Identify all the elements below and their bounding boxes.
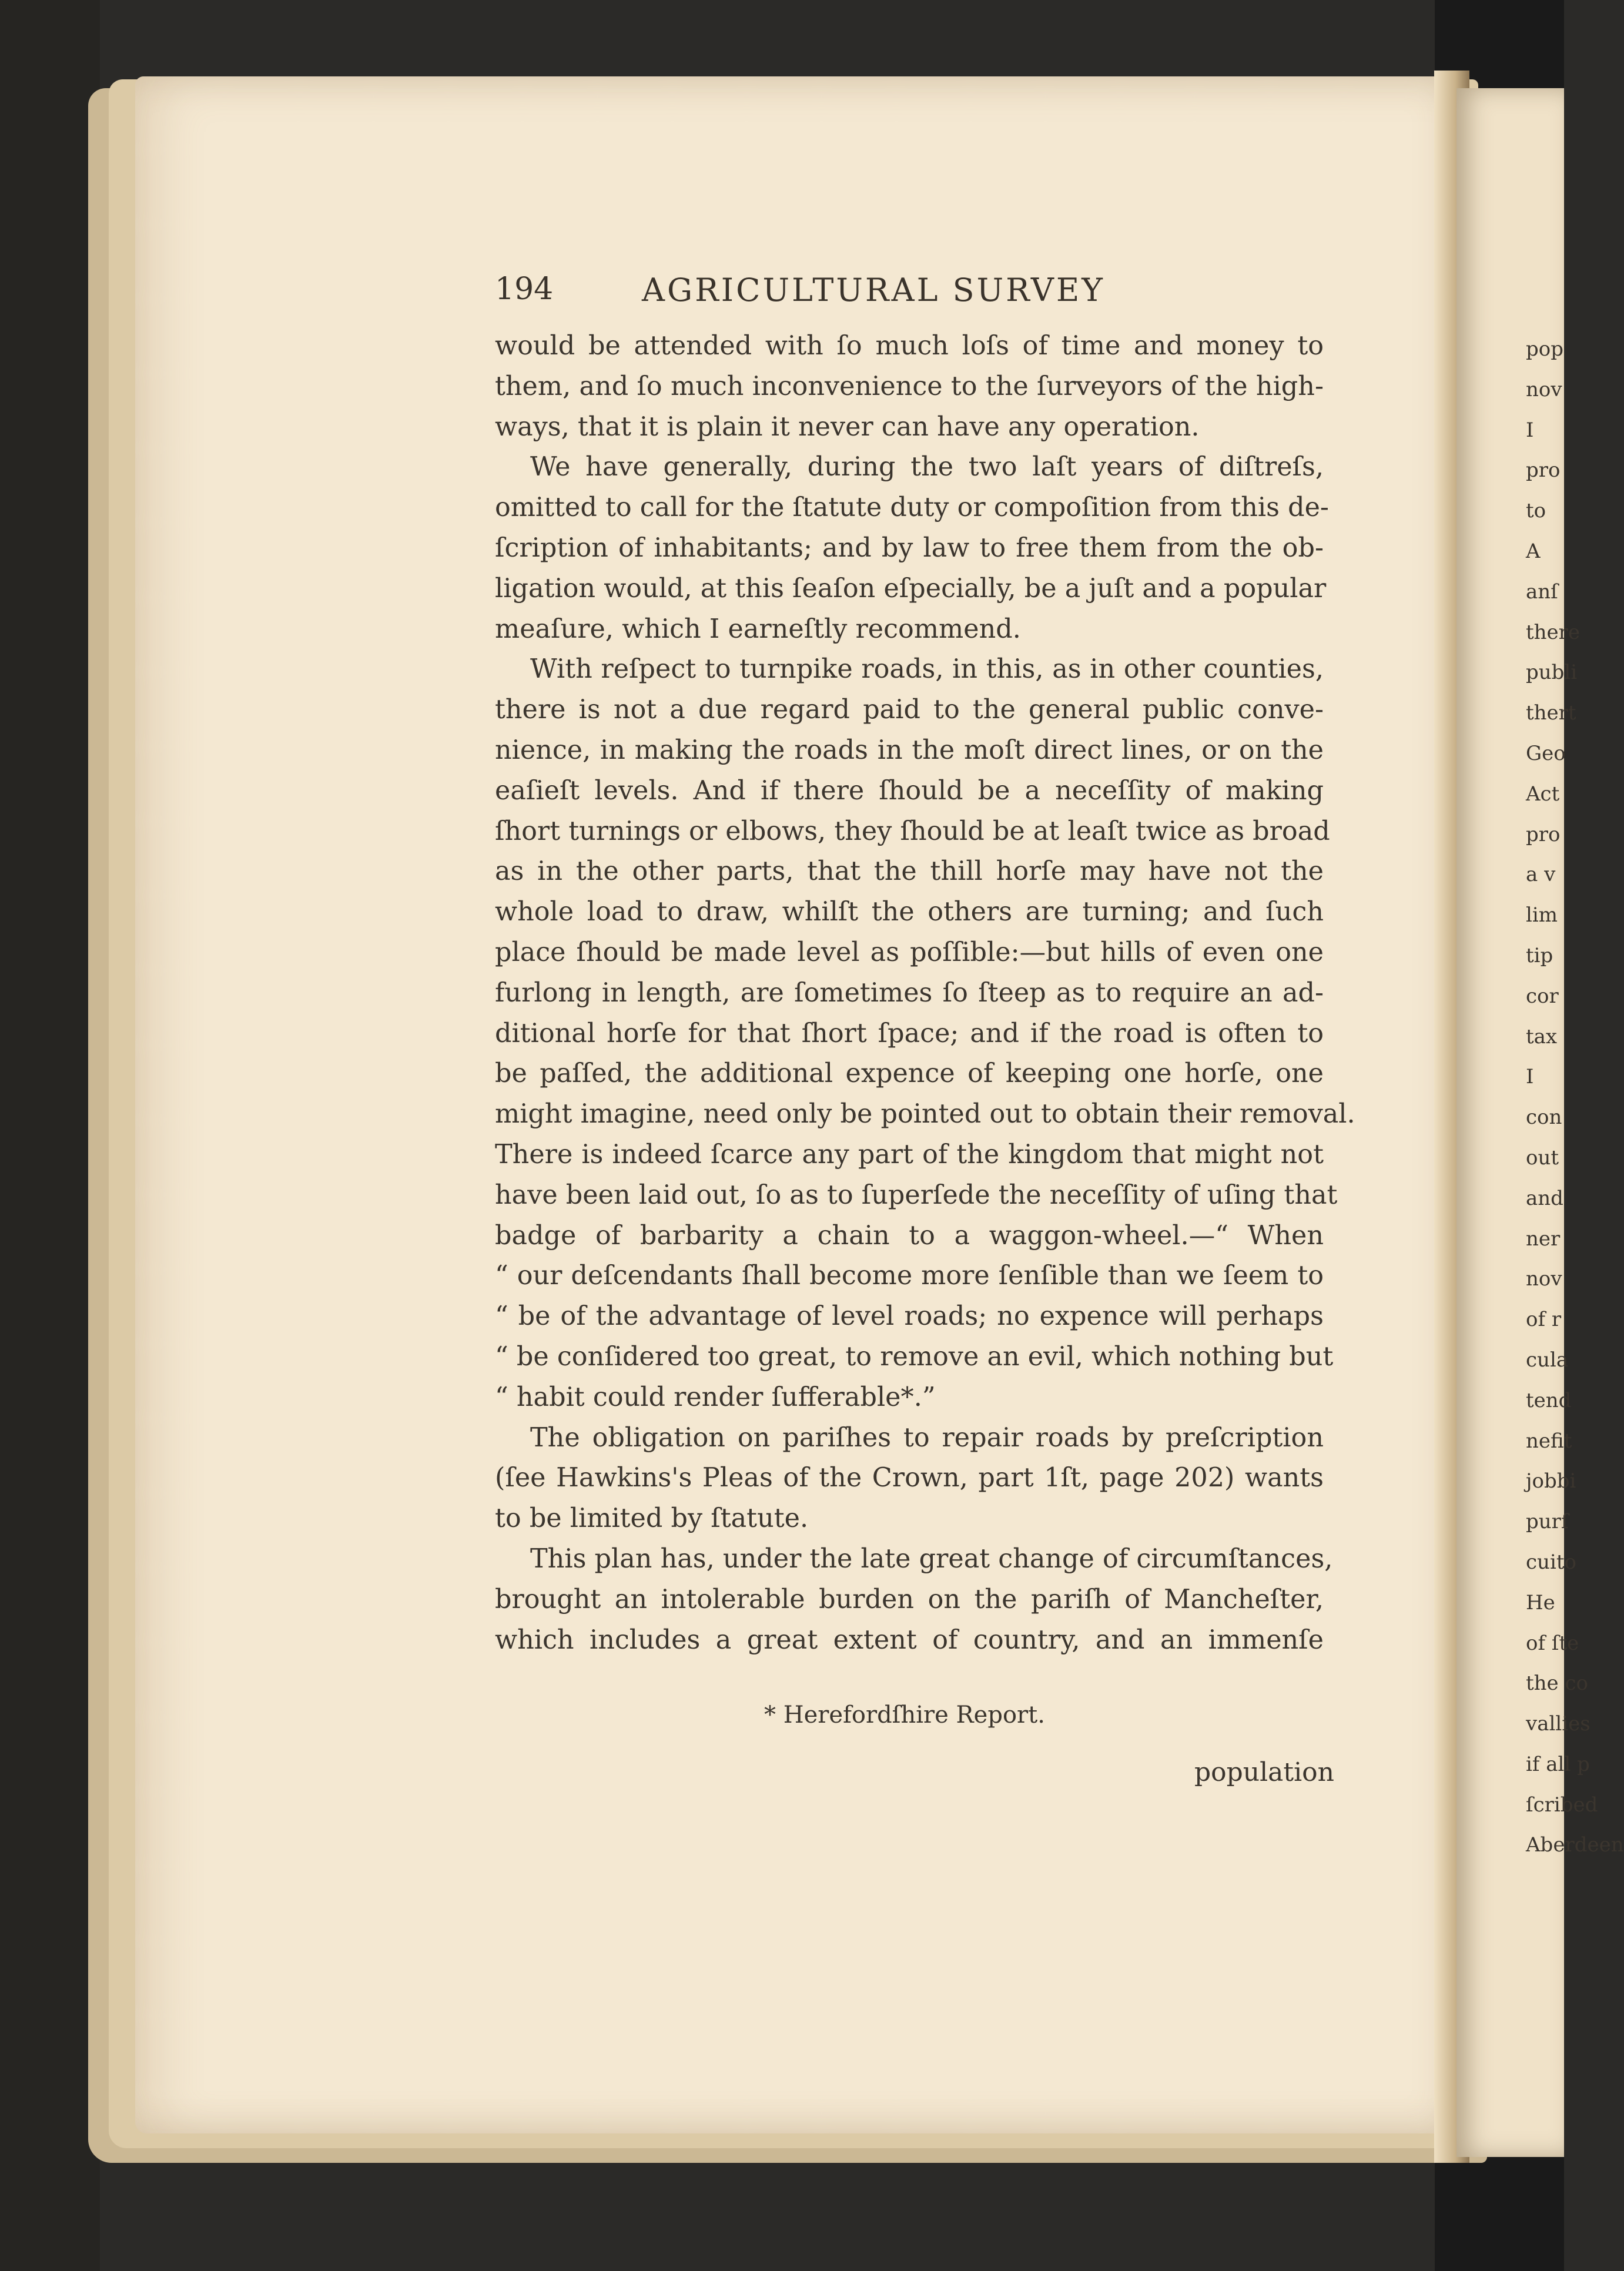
text-line: “ habit could render ſufferable*.” bbox=[495, 1382, 936, 1412]
page-number: 194 bbox=[495, 272, 554, 307]
text-line: ligation would, at this ſeaſon eſpecially, be a juſt and a popular bbox=[495, 573, 1327, 604]
text-line: furlong in length, are ſometimes ſo ſteep as to require an ad- bbox=[495, 977, 1324, 1008]
facing-page-fragment: Aberdeen bbox=[1526, 1833, 1624, 1857]
text-line: There is indeed ſcarce any part of the kingdom that might not bbox=[495, 1139, 1324, 1170]
facing-page-fragment: lim bbox=[1526, 903, 1558, 927]
facing-page-fragment: pro bbox=[1526, 458, 1561, 483]
text-line: The obligation on pariſhes to repair roads by preſcription bbox=[530, 1422, 1324, 1453]
text-line: “ be conſidered too great, to remove an evil, which nothing but bbox=[495, 1341, 1334, 1372]
facing-page-fragment: there bbox=[1526, 620, 1581, 644]
facing-page-fragment: Geo bbox=[1526, 741, 1566, 765]
text-line: them, and ſo much inconvenience to the ſurveyors of the high- bbox=[495, 371, 1324, 401]
facing-page-fragment: cula bbox=[1526, 1348, 1569, 1372]
text-line: eaſieſt levels. And if there ſhould be a neceſſity of making bbox=[495, 775, 1324, 806]
facing-page-fragment: if all p bbox=[1526, 1752, 1590, 1776]
running-title: AGRICULTURAL SURVEY bbox=[642, 272, 1105, 309]
facing-page-fragment: A bbox=[1526, 539, 1541, 563]
text-line: ditional horſe for that ſhort ſpace; and if the road is often to bbox=[495, 1018, 1324, 1049]
facing-page-fragment: anſ bbox=[1526, 580, 1558, 604]
facing-page-fragment: and bbox=[1526, 1186, 1563, 1210]
text-line: to be limited by ſtatute. bbox=[495, 1503, 809, 1534]
text-line: whole load to draw, whilſt the others are turning; and ſuch bbox=[495, 897, 1324, 927]
facing-page-fragments bbox=[1526, 329, 1624, 1865]
text-line: brought an intolerable burden on the pariſh of Mancheſter, bbox=[495, 1584, 1324, 1615]
facing-page-fragment: tend bbox=[1526, 1388, 1572, 1412]
facing-page-fragment: vallies bbox=[1526, 1712, 1590, 1736]
text-line: With reſpect to turnpike roads, in this, as in other counties, bbox=[530, 654, 1324, 685]
text-line: there is not a due regard paid to the general public conve- bbox=[495, 695, 1324, 725]
text-line: “ be of the advantage of level roads; no expence will perhaps bbox=[495, 1301, 1324, 1332]
facing-page-fragment: tip bbox=[1526, 943, 1553, 967]
text-line: as in the other parts, that the thill horſe may have not the bbox=[495, 856, 1324, 887]
facing-page-fragment: He bbox=[1526, 1590, 1555, 1615]
facing-page-fragment: I bbox=[1526, 418, 1534, 442]
facing-page-fragment: publi bbox=[1526, 661, 1578, 685]
catchword: population bbox=[1194, 1757, 1334, 1787]
facing-page-fragment: ſcribed bbox=[1526, 1793, 1598, 1817]
facing-page-fragment: a v bbox=[1526, 863, 1556, 887]
facing-page-fragment: ner bbox=[1526, 1227, 1561, 1251]
facing-page-fragment: I bbox=[1526, 1065, 1534, 1089]
text-line: ſcription of inhabitants; and by law to free them from the ob- bbox=[495, 532, 1324, 563]
text-line: omitted to call for the ſtatute duty or compoſition from this de- bbox=[495, 493, 1329, 523]
text-line: be paſſed, the additional expence of keeping one horſe, one bbox=[495, 1059, 1324, 1089]
facing-page-fragment: thert bbox=[1526, 701, 1576, 725]
text-line: might imagine, need only be pointed out to obtain their removal. bbox=[495, 1099, 1355, 1130]
text-line: ways, that it is plain it never can have any operation. bbox=[495, 411, 1200, 442]
facing-page-fragment: purſ bbox=[1526, 1510, 1569, 1534]
text-line: badge of barbarity a chain to a waggon-wheel.—“ When bbox=[495, 1220, 1324, 1251]
facing-page-fragment: the co bbox=[1526, 1672, 1589, 1696]
facing-page-fragment: nov bbox=[1526, 377, 1562, 401]
facing-page-fragment: pop bbox=[1526, 337, 1563, 361]
facing-page-fragment: nov bbox=[1526, 1267, 1562, 1291]
text-line: This plan has, under the late great change of circumſtances, bbox=[530, 1543, 1333, 1574]
text-line: We have generally, during the two laſt years of diſtreſs, bbox=[530, 452, 1324, 483]
text-line: which includes a great extent of country, and an immenſe bbox=[495, 1624, 1324, 1655]
text-line: would be attended with ſo much loſs of time and money to bbox=[495, 331, 1324, 361]
facing-page-fragment: jobbi bbox=[1526, 1469, 1576, 1493]
text-line: place ſhould be made level as poſſible:—but hills of even one bbox=[495, 937, 1324, 967]
facing-page-fragment: cor bbox=[1526, 984, 1559, 1008]
text-line: meaſure, which I earneſtly recommend. bbox=[495, 614, 1021, 644]
body-text bbox=[495, 326, 1355, 1660]
text-line: (ſee Hawkins's Pleas of the Crown, part 1ſt, page 202) wants bbox=[495, 1463, 1324, 1493]
text-line: nience, in making the roads in the moſt direct lines, or on the bbox=[495, 735, 1324, 765]
facing-page-fragment: cuito bbox=[1526, 1550, 1576, 1574]
text-line: have been laid out, ſo as to ſuperſede the neceſſity of uſing that bbox=[495, 1180, 1338, 1210]
footnote: * Herefordſhire Report. bbox=[764, 1701, 1045, 1729]
background-left bbox=[0, 0, 100, 2271]
page-header bbox=[495, 272, 1318, 319]
facing-page-fragment: Act bbox=[1526, 782, 1560, 806]
facing-page-fragment: out bbox=[1526, 1145, 1559, 1170]
text-line: ſhort turnings or elbows, they ſhould be at leaſt twice as broad bbox=[495, 816, 1330, 846]
facing-page-fragment: to bbox=[1526, 499, 1546, 523]
facing-page-fragment: pro bbox=[1526, 822, 1561, 846]
facing-page-fragment: of ſte bbox=[1526, 1631, 1579, 1655]
text-line: “ our deſcendants ſhall become more ſenſible than we ſeem to bbox=[495, 1261, 1324, 1291]
facing-page-fragment: of r bbox=[1526, 1308, 1562, 1332]
facing-page-fragment: nefit bbox=[1526, 1429, 1572, 1453]
facing-page-fragment: con bbox=[1526, 1106, 1562, 1130]
facing-page-fragment: tax bbox=[1526, 1024, 1558, 1049]
